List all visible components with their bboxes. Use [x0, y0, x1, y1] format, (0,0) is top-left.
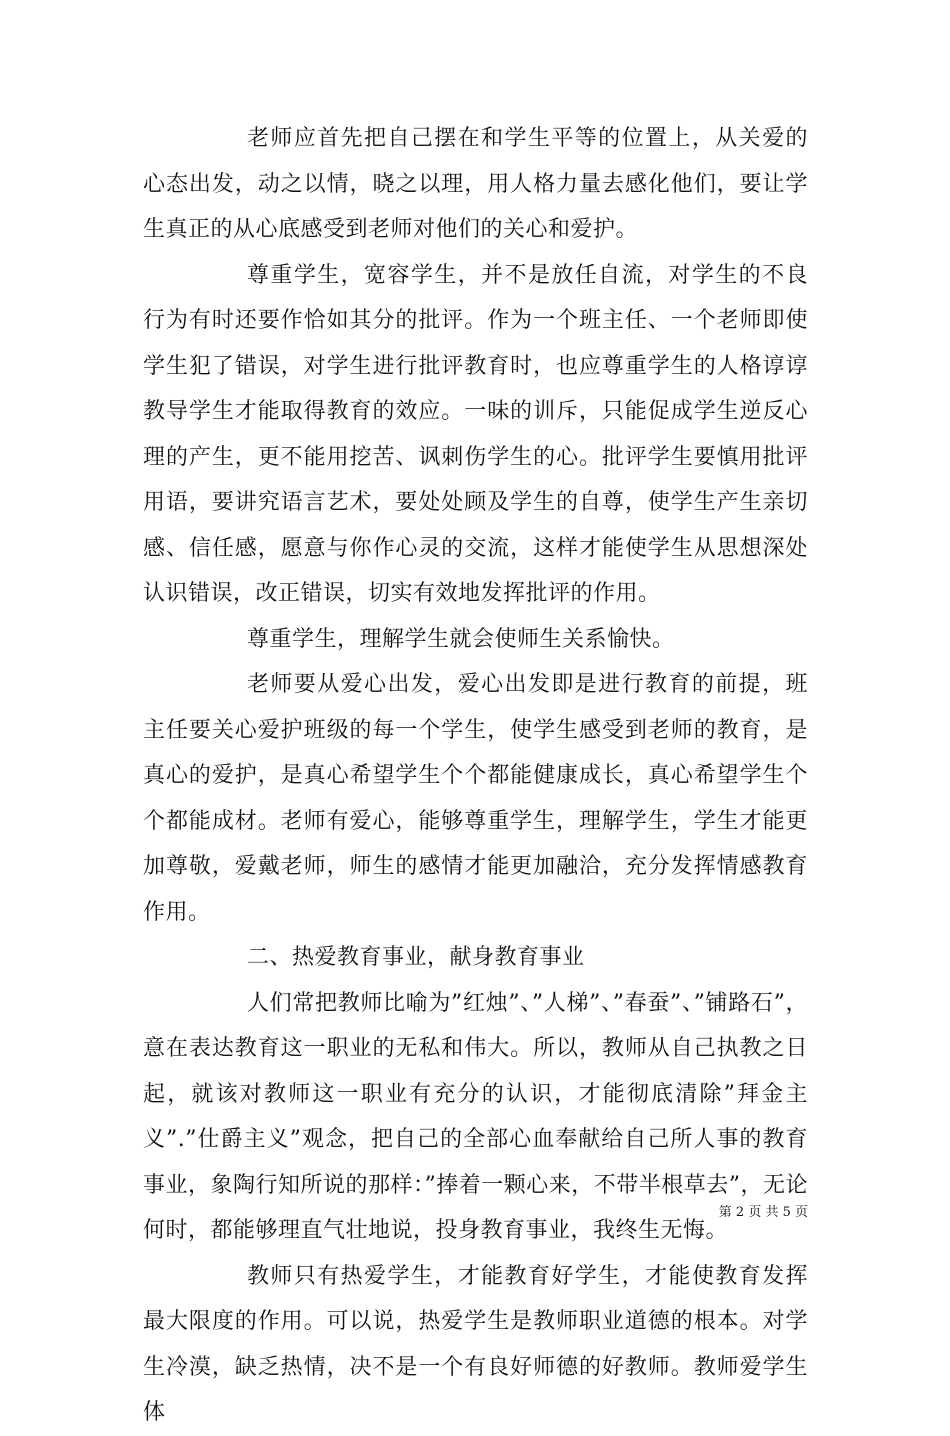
paragraph-respect-understanding: 尊重学生，理解学生就会使师生关系愉快。	[247, 626, 675, 652]
paragraph-teacher-metaphors: 人们常把教师比喻为”红烛”、”人梯”、”春蚕”、”铺路石”，意在表达教育这一职业的无私和伟大。所以，教师从自己执教之日起，就该对教师这一职业有充分的认识，才能彻底清除”拜金主义”.”仕爵主义”观念，把自己的全部心血奉献给自己所人事的教育事业，象陶行知所说的那样：”捧着一颗心来，不带半根草去”，无论何时，都能够理直气壮地说，投身教育事业，我终生无悔。	[143, 990, 808, 1243]
paragraph-respect-tolerance: 尊重学生，宽容学生，并不是放任自流，对学生的不良行为有时还要作恰如其分的批评。作为一个班主任、一个老师即使学生犯了错误，对学生进行批评教育时，也应尊重学生的人格谆谆教导学生才能取得教育的效应。一味的训斥，只能促成学生逆反心理的产生，更不能用挖苦、讽刺伤学生的心。批评学生要慎用批评用语，要讲究语言艺术，要处处顾及学生的自尊，使学生产生亲切感、信任感，愿意与你作心灵的交流，这样才能使学生从思想深处认识错误，改正错误，切实有效地发挥批评的作用。	[143, 262, 808, 606]
page-number: 第 2 页 共 5 页	[718, 1205, 808, 1220]
paragraph-love-students: 老师要从爱心出发，爱心出发即是进行教育的前提，班主任要关心爱护班级的每一个学生，使学生感受到老师的教育，是真心的爱护，是真心希望学生个个都能健康成长，真心希望学生个个都能成材。老师有爱心，能够尊重学生，理解学生，学生才能更加尊敬，爱戴老师，师生的感情才能更加融洽，充分发挥情感教育作用。	[143, 672, 808, 925]
paragraph-respect-equal: 老师应首先把自己摆在和学生平等的位置上，从关爱的心态出发，动之以情，晓之以理，用人格力量去感化他们，要让学生真正的从心底感受到老师对他们的关心和爱护。	[143, 126, 808, 242]
document-body	[143, 116, 808, 1436]
paragraph-love-teaching: 教师只有热爱学生，才能教育好学生，才能使教育发挥最大限度的作用。可以说，热爱学生是教师职业道德的根本。对学生冷漠，缺乏热情，决不是一个有良好师德的好教师。教师爱学生体	[143, 1263, 808, 1425]
section-heading: 二、热爱教育事业，献身教育事业	[247, 945, 585, 970]
